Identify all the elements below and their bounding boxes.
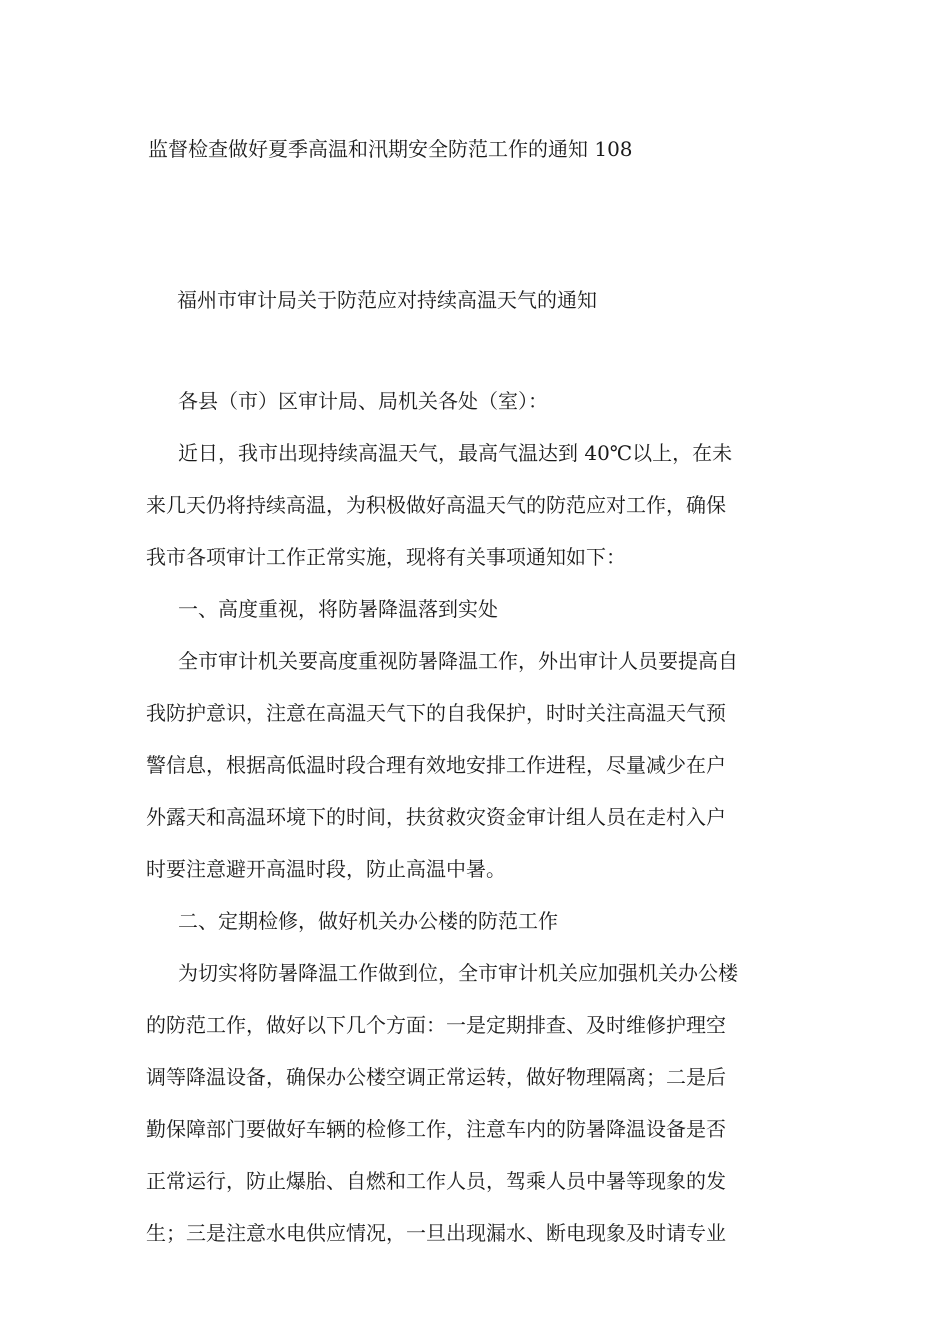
- body-line: 全市审计机关要高度重视防暑降温工作，外出审计人员要提高自: [178, 649, 738, 673]
- body-line: 正常运行，防止爆胎、自燃和工作人员，驾乘人员中暑等现象的发: [146, 1169, 726, 1193]
- body-line: 近日，我市出现持续高温天气，最高气温达到 40℃以上，在未: [178, 441, 733, 465]
- body-line: 我市各项审计工作正常实施，现将有关事项通知如下：: [146, 545, 626, 569]
- salutation-line: 各县（市）区审计局、局机关各处（室）：: [178, 389, 548, 413]
- body-line: 来几天仍将持续高温，为积极做好高温天气的防范应对工作，确保: [146, 493, 726, 517]
- section-heading-2: 二、定期检修，做好机关办公楼的防范工作: [178, 909, 558, 933]
- document-title: 监督检查做好夏季高温和汛期安全防范工作的通知 108: [148, 137, 633, 161]
- body-line: 调等降温设备，确保办公楼空调正常运转，做好物理隔离；二是后: [146, 1065, 726, 1089]
- section-heading-1: 一、高度重视，将防暑降温落到实处: [178, 597, 498, 621]
- body-line: 我防护意识，注意在高温天气下的自我保护，时时关注高温天气预: [146, 701, 726, 725]
- notice-title: 福州市审计局关于防范应对持续高温天气的通知: [177, 288, 597, 312]
- body-line: 生；三是注意水电供应情况，一旦出现漏水、断电现象及时请专业: [146, 1221, 726, 1245]
- body-line: 外露天和高温环境下的时间，扶贫救灾资金审计组人员在走村入户: [146, 805, 726, 829]
- body-line: 时要注意避开高温时段，防止高温中暑。: [146, 857, 506, 881]
- body-line: 的防范工作，做好以下几个方面：一是定期排查、及时维修护理空: [146, 1013, 726, 1037]
- document-body: [146, 383, 810, 1252]
- body-line: 为切实将防暑降温工作做到位，全市审计机关应加强机关办公楼: [178, 961, 738, 985]
- body-line: 勤保障部门要做好车辆的检修工作，注意车内的防暑降温设备是否: [146, 1117, 726, 1141]
- body-line: 警信息，根据高低温时段合理有效地安排工作进程，尽量减少在户: [146, 753, 726, 777]
